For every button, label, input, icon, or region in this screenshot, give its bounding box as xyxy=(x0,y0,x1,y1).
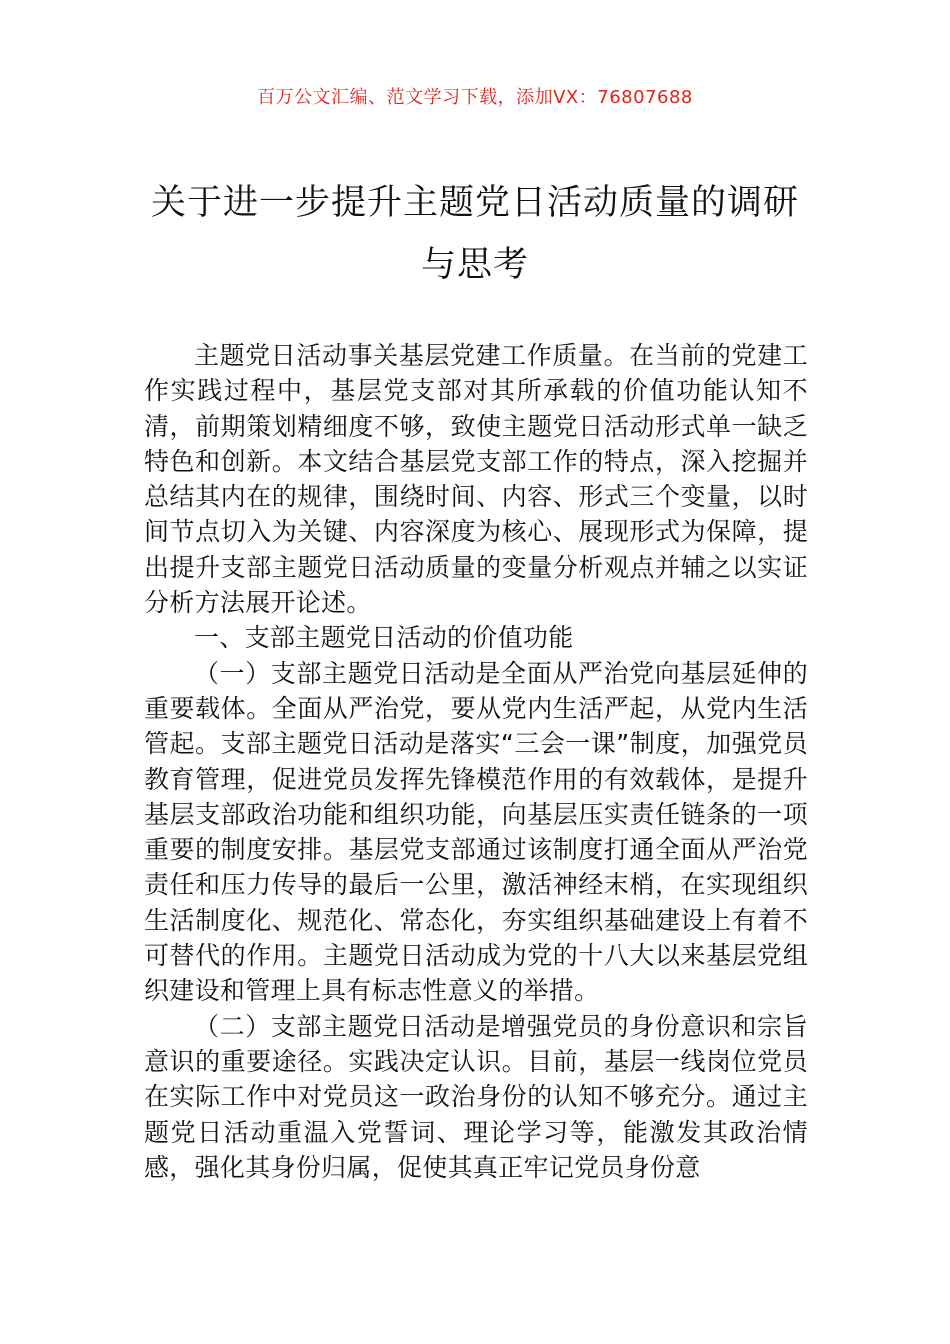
intro-paragraph: 主题党日活动事关基层党建工作质量。在当前的党建工作实践过程中，基层党支部对其所承载的价值功能认知不清，前期策划精细度不够，致使主题党日活动形式单一缺乏特色和创新。本文结合基层党支部工作的特点，深入挖掘并总结其内在的规律，围绕时间、内容、形式三个变量，以时间节点切入为关键、内容深度为核心、展现形式为保障，提出提升支部主题党日活动质量的变量分析观点并辅之以实证分析方法展开论述。 xyxy=(144,341,808,618)
subsection-paragraph-1: （一）支部主题党日活动是全面从严治党向基层延伸的重要载体。全面从严治党，要从党内生活严起，从党内生活管起。支部主题党日活动是落实“三会一课”制度，加强党员教育管理，促进党员发挥先锋模范作用的有效载体，是提升基层支部政治功能和组织功能，向基层压实责任链条的一项重要的制度安排。基层党支部通过该制度打通全面从严治党责任和压力传导的最后一公里，激活神经末梢，在实现组织生活制度化、规范化、常态化，夯实组织基础建设上有着不可替代的作用。主题党日活动成为党的十八大以来基层党组织建设和管理上具有标志性意义的举措。 xyxy=(144,658,808,1006)
document-title: 关于进一步提升主题党日活动质量的调研与思考 xyxy=(150,183,799,285)
header-promo-note: 百万公文汇编、范文学习下载，添加VX：76807688 xyxy=(257,87,693,108)
document-body xyxy=(144,338,808,1185)
section-heading-1: 一、支部主题党日活动的价值功能 xyxy=(194,623,574,653)
subsection-paragraph-2: （二）支部主题党日活动是增强党员的身份意识和宗旨意识的重要途径。实践决定认识。目前，基层一线岗位党员在实际工作中对党员这一政治身份的认知不够充分。通过主题党日活动重温入党誓词、理论学习等，能激发其政治情感，强化其身份归属，促使其真正牢记党员身份意 xyxy=(144,1011,808,1182)
